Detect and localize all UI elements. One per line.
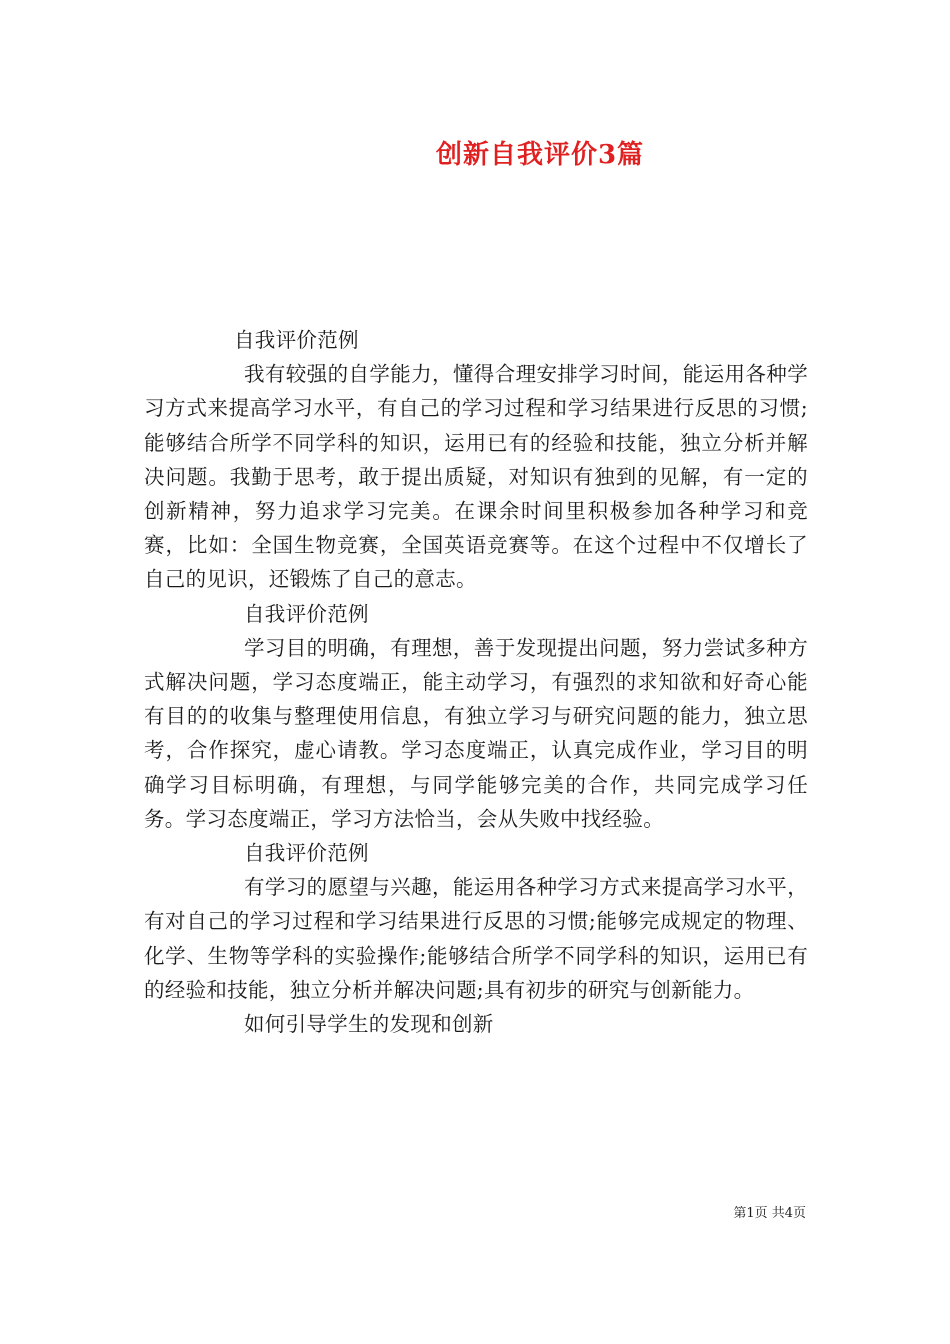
document-body [144, 323, 808, 1041]
section-heading: 自我评价范例 [244, 601, 369, 626]
section-heading: 自我评价范例 [234, 328, 359, 352]
closing-heading: 如何引导学生的发现和创新 [244, 1012, 494, 1037]
page-title: 创新自我评价3篇 [435, 140, 645, 170]
page-number-footer: 第1页 共4页 [733, 1206, 806, 1221]
section-paragraph: 学习目的明确，有理想，善于发现提出问题，努力尝试多种方式解决问题，学习态度端正，能主动学习，有强烈的求知欲和好奇心能有目的的收集与整理使用信息，有独立学习与研究问题的能力，独立思考，合作探究，虚心请教。学习态度端正，认真完成作业，学习目的明确学习目标明确，有理想，与同学能够完美的合作，共同完成学习任务。学习态度端正，学习方法恰当，会从失败中找经验。 [144, 635, 808, 831]
section-paragraph: 我有较强的自学能力，懂得合理安排学习时间，能运用各种学习方式来提高学习水平，有自己的学习过程和学习结果进行反思的习惯;能够结合所学不同学科的知识，运用已有的经验和技能，独立分析并解决问题。我勤于思考，敢于提出质疑，对知识有独到的见解，有一定的创新精神，努力追求学习完美。在课余时间里积极参加各种学习和竞赛，比如：全国生物竞赛，全国英语竞赛等。在这个过程中不仅增长了自己的见识，还锻炼了自己的意志。 [144, 362, 808, 592]
section-heading: 自我评价范例 [244, 841, 369, 866]
section-paragraph: 有学习的愿望与兴趣，能运用各种学习方式来提高学习水平，有对自己的学习过程和学习结果进行反思的习惯;能够完成规定的物理、化学、生物等学科的实验操作;能够结合所学不同学科的知识，运用已有的经验和技能，独立分析并解决问题;具有初步的研究与创新能力。 [144, 875, 808, 1002]
